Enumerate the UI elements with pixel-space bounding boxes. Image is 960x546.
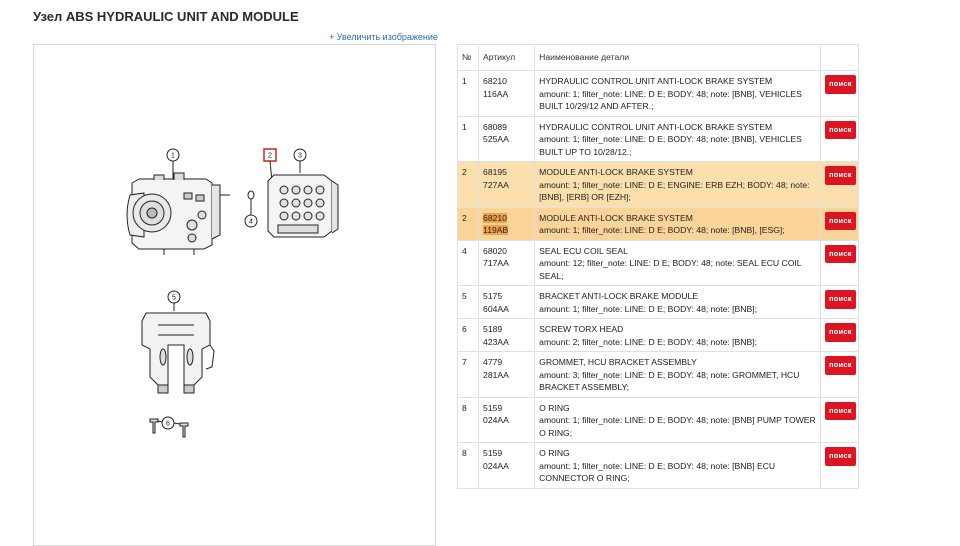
- part-name: MODULE ANTI-LOCK BRAKE SYSTEM: [539, 167, 693, 177]
- search-button[interactable]: поиск: [825, 121, 856, 140]
- table-row[interactable]: [458, 319, 859, 352]
- callout-4-label: 4: [249, 218, 253, 226]
- part-name: O RING: [539, 448, 570, 458]
- table-row[interactable]: [458, 162, 859, 208]
- row-num: 1: [458, 116, 479, 162]
- row-article[interactable]: 68020 717AA: [479, 240, 535, 286]
- row-num: 4: [458, 240, 479, 286]
- row-name: [535, 240, 821, 286]
- row-num: 5: [458, 286, 479, 319]
- row-article[interactable]: 5159 024AA: [479, 397, 535, 443]
- search-button[interactable]: поиск: [825, 290, 856, 309]
- part-details: amount: 1; filter_note: LINE: D E; BODY: 48; note: [BNB] PUMP TOWER O RING;: [539, 415, 816, 438]
- part-details: amount: 1; filter_note: LINE: D E; BODY: 48; note: [BNB], [ESG];: [539, 225, 785, 235]
- search-button[interactable]: поиск: [825, 245, 856, 264]
- row-name: [535, 352, 821, 398]
- part-name: GROMMET, HCU BRACKET ASSEMBLY: [539, 357, 697, 367]
- part-details: amount: 2; filter_note: LINE: D E; BODY: 48; note: [BNB];: [539, 336, 757, 347]
- row-article[interactable]: 68089 525AA: [479, 116, 535, 162]
- row-name: [535, 207, 821, 240]
- table-row[interactable]: [458, 443, 859, 489]
- row-num: 7: [458, 352, 479, 398]
- callout-6-label: 6: [166, 420, 170, 428]
- row-num: 6: [458, 319, 479, 352]
- row-name: [535, 116, 821, 162]
- part-name: O RING: [539, 402, 570, 413]
- row-name: [535, 286, 821, 319]
- part-name: SCREW TORX HEAD: [539, 324, 624, 334]
- table-row[interactable]: [458, 116, 859, 162]
- part-details: amount: 3; filter_note: LINE: D E; BODY: 48; note: GROMMET, HCU BRACKET ASSEMBLY;: [539, 369, 800, 392]
- table-row[interactable]: [458, 286, 859, 319]
- exploded-view-drawing: [34, 45, 435, 531]
- row-article[interactable]: 4779 281AA: [479, 352, 535, 398]
- row-name: [535, 71, 821, 117]
- row-article[interactable]: 68210 116AA: [479, 71, 535, 117]
- part-details: amount: 1; filter_note: LINE: D E; ENGINE: ERB EZH; BODY: 48; note: [BNB], [ERB] OR [EZH];: [539, 179, 810, 202]
- part-name: MODULE ANTI-LOCK BRAKE SYSTEM: [539, 212, 693, 223]
- header-name: Наименование детали: [535, 45, 821, 71]
- search-button[interactable]: поиск: [825, 402, 856, 421]
- part-details: amount: 1; filter_note: LINE: D E; BODY: 48; note: [BNB], VEHICLES BUILT 10/29/12 AND AFTER.;: [539, 88, 802, 111]
- row-num: 2: [458, 207, 479, 240]
- part-details: amount: 12; filter_note: LINE: D E; BODY: 48; note: SEAL ECU COIL SEAL;: [539, 258, 802, 281]
- row-article[interactable]: [479, 207, 535, 240]
- callout-3-label: 3: [298, 152, 302, 160]
- callout-1-label: 1: [171, 152, 175, 160]
- row-name: [535, 319, 821, 352]
- search-button[interactable]: поиск: [825, 212, 856, 231]
- row-article[interactable]: 5175 604AA: [479, 286, 535, 319]
- parts-table: [457, 44, 859, 489]
- table-row[interactable]: [458, 240, 859, 286]
- search-button[interactable]: поиск: [825, 356, 856, 375]
- zoom-image-link[interactable]: + Увеличить изображение: [329, 32, 438, 42]
- table-row[interactable]: [458, 71, 859, 117]
- row-num: 2: [458, 162, 479, 208]
- callout-2-label: 2: [268, 152, 272, 160]
- part-details: amount: 1; filter_note: LINE: D E; BODY: 48; note: [BNB];: [539, 303, 757, 314]
- part-name: HYDRAULIC CONTROL UNIT ANTI-LOCK BRAKE SYSTEM: [539, 76, 773, 86]
- row-article[interactable]: 68195 727AA: [479, 162, 535, 208]
- row-num: 8: [458, 397, 479, 443]
- search-button[interactable]: поиск: [825, 166, 856, 185]
- row-article[interactable]: 5159 024AA: [479, 443, 535, 489]
- row-name: [535, 162, 821, 208]
- header-action: [820, 45, 858, 71]
- page-title: Узел ABS HYDRAULIC UNIT AND MODULE: [33, 9, 299, 24]
- part-details: amount: 1; filter_note: LINE: D E; BODY: 48; note: [BNB] ECU CONNECTOR O RING;: [539, 460, 776, 483]
- search-button[interactable]: поиск: [825, 447, 856, 466]
- table-row[interactable]: [458, 352, 859, 398]
- row-article[interactable]: 5189 423AA: [479, 319, 535, 352]
- header-num: №: [458, 45, 479, 71]
- article-highlight: 68210 119AB: [483, 212, 509, 235]
- row-name: [535, 443, 821, 489]
- part-name: HYDRAULIC CONTROL UNIT ANTI-LOCK BRAKE SYSTEM: [539, 121, 773, 132]
- table-row[interactable]: [458, 397, 859, 443]
- row-num: 1: [458, 71, 479, 117]
- header-article: Артикул: [479, 45, 535, 71]
- callout-5-label: 5: [172, 294, 176, 302]
- part-details: amount: 1; filter_note: LINE: D E; BODY: 48; note: [BNB], VEHICLES BUILT UP TO 10/28/12.;: [539, 134, 802, 157]
- row-name: [535, 397, 821, 443]
- part-name: SEAL ECU COIL SEAL: [539, 245, 628, 256]
- search-button[interactable]: поиск: [825, 323, 856, 342]
- parts-diagram[interactable]: [33, 44, 436, 546]
- search-button[interactable]: поиск: [825, 75, 856, 94]
- table-header-row: [458, 45, 859, 71]
- table-row[interactable]: [458, 207, 859, 240]
- row-num: 8: [458, 443, 479, 489]
- part-name: BRACKET ANTI-LOCK BRAKE MODULE: [539, 291, 699, 301]
